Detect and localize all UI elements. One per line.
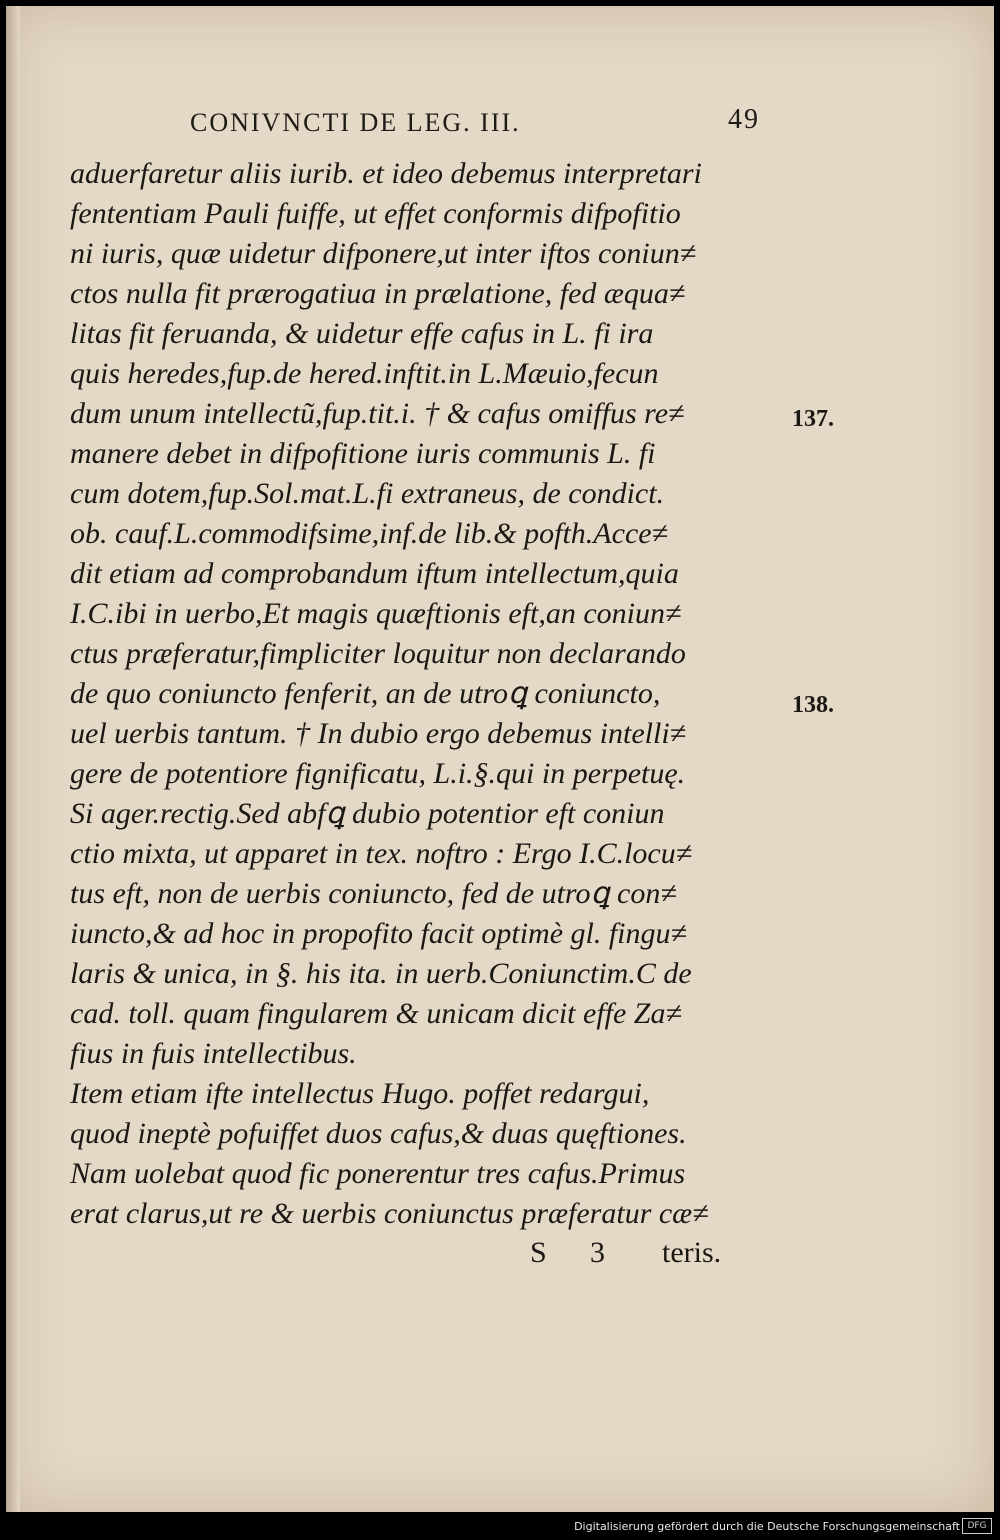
credit-bar [0, 1512, 1000, 1540]
text-line: cad. toll. quam fingularem & unicam dicit effe Za≠ [70, 997, 682, 1030]
funding-credit: Digitalisierung gefördert durch die Deutsche Forschungsgemeinschaft [574, 1520, 960, 1533]
text-line: uel uerbis tantum. † In dubio ergo debemus intelli≠ [70, 717, 687, 750]
margin-note: 138. [792, 692, 834, 718]
text-line: ni iuris, quæ uidetur difponere,ut inter iftos coniun≠ [70, 237, 697, 270]
text-line: quis heredes,fup.de hered.inftit.in L.Mæuio,fecun [70, 357, 659, 390]
text-line: ctos nulla fit prærogatiua in prælatione, fed æqua≠ [70, 277, 686, 310]
text-line: fius in fuis intellectibus. [70, 1037, 357, 1070]
text-line: litas fit feruanda, & uidetur effe cafus in L. fi ira [70, 317, 654, 350]
margin-note: 137. [792, 406, 834, 432]
text-line: fententiam Pauli fuiffe, ut effet conformis difpofitio [70, 197, 681, 230]
text-line: ctus præferatur,fimpliciter loquitur non declarando [70, 637, 686, 670]
text-line: cum dotem,fup.Sol.mat.L.fi extraneus, de condict. [70, 477, 665, 510]
running-title: CONIVNCTI DE LEG. III. [190, 108, 521, 137]
signature-mark: S [530, 1236, 547, 1269]
text-line: iuncto,& ad hoc in propofito facit optimè gl. fingu≠ [70, 917, 687, 950]
signature-number: 3 [590, 1236, 605, 1269]
text-line: ob. cauf.L.commodifsime,inf.de lib.& pofth.Acce≠ [70, 517, 669, 550]
running-header [190, 104, 760, 148]
text-line: manere debet in difpofitione iuris communis L. fi [70, 437, 656, 470]
page-edge [6, 6, 20, 1512]
text-line: gere de potentiore fignificatu, L.i.§.qui in perpetuę. [70, 757, 686, 790]
folio-number: 49 [728, 104, 760, 135]
text-line: ctio mixta, ut apparet in tex. noftro : Ergo I.C.locu≠ [70, 837, 693, 870]
text-line: Si ager.rectig.Sed abfꝗ dubio potentior eft coniun [70, 797, 665, 830]
dfg-logo-icon: DFG [962, 1518, 992, 1534]
text-line: dum unum intellectũ,fup.tit.i. † & cafus omiffus re≠ [70, 397, 685, 430]
text-line: laris & unica, in §. his ita. in uerb.Coniunctim.C de [70, 957, 692, 990]
text-line: erat clarus,ut re & uerbis coniunctus præferatur cæ≠ [70, 1197, 709, 1230]
text-line: de quo coniuncto fenferit, an de utroꝗ coniuncto, [70, 677, 661, 710]
text-line: Item etiam ifte intellectus Hugo. poffet redargui, [70, 1077, 650, 1110]
text-line: tus eft, non de uerbis coniuncto, fed de utroꝗ con≠ [70, 877, 677, 910]
text-line: aduerfaretur aliis iurib. et ideo debemus interpretari [70, 157, 702, 190]
text-line: I.C.ibi in uerbo,Et magis quæftionis eft,an coniun≠ [70, 597, 682, 630]
text-line: dit etiam ad comprobandum iftum intellectum,quia [70, 557, 679, 590]
text-line: quod ineptè pofuiffet duos cafus,& duas quęftiones. [70, 1117, 687, 1150]
text-line: Nam uolebat quod fic ponerentur tres cafus.Primus [70, 1157, 686, 1190]
catchword: teris. [662, 1236, 722, 1269]
